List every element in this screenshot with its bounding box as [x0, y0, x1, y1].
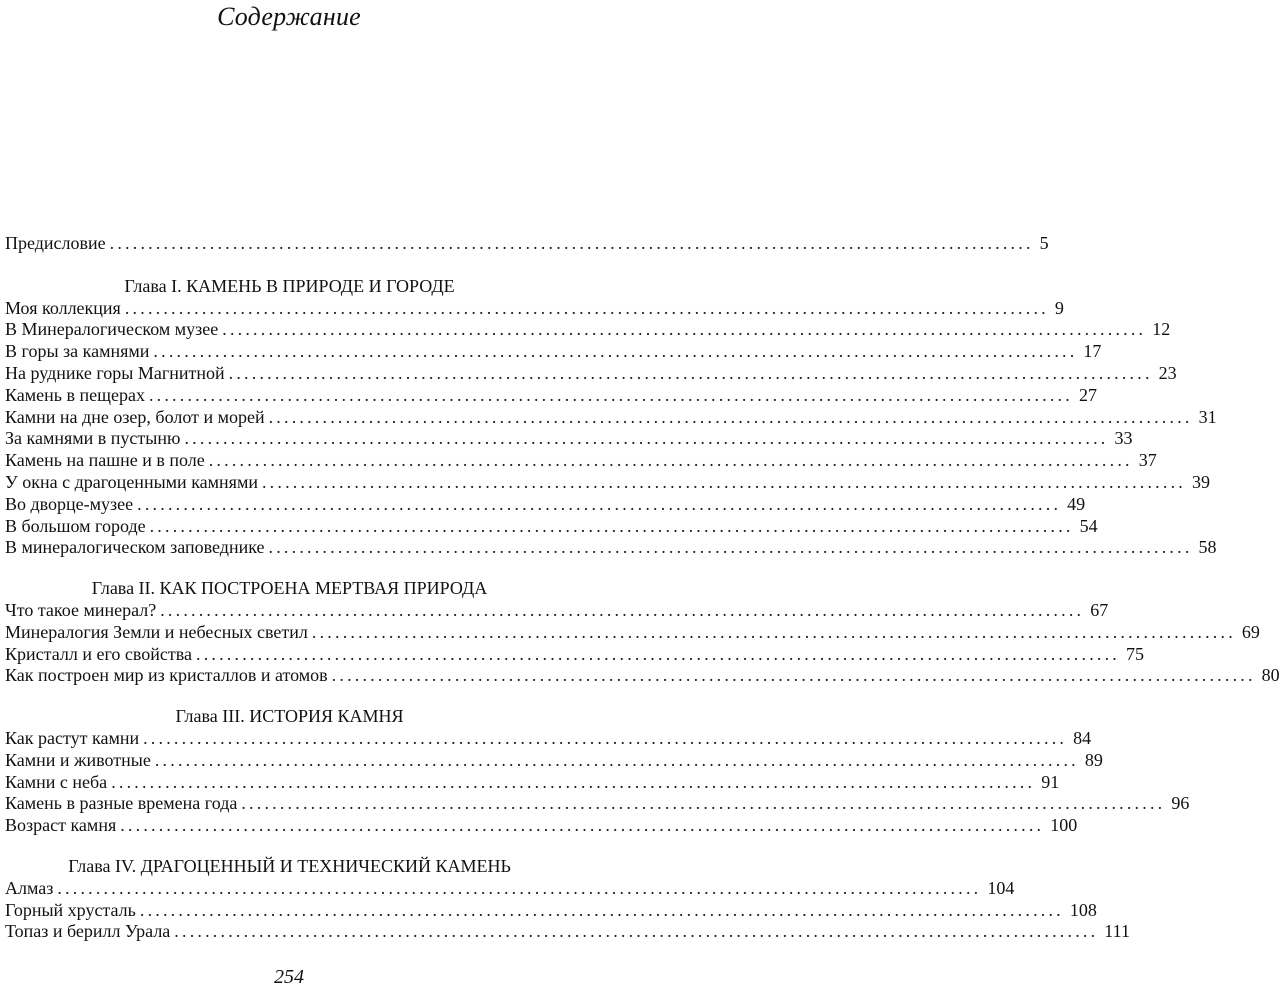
toc-entry [5, 643, 1144, 666]
toc-entry-label: За камнями в пустыню [5, 428, 181, 449]
dot-leader: ........................................................................................................................ [222, 319, 1147, 340]
toc-entry-page: 100 [1050, 815, 1078, 836]
toc-entry [5, 297, 1064, 320]
dot-leader: ........................................................................................................................ [228, 362, 1153, 383]
toc-entry-page: 96 [1171, 793, 1190, 814]
toc-entry [5, 537, 1217, 559]
dot-leader: ........................................................................................................................ [57, 877, 982, 898]
dot-leader: ........................................................................................................................ [149, 515, 1074, 536]
dot-leader: ........................................................................................................................ [148, 384, 1073, 405]
section-spacer [5, 687, 574, 706]
toc-entry-page: 91 [1041, 771, 1060, 792]
dot-leader: ........................................................................................................................ [124, 297, 1049, 318]
section-spacer [5, 559, 574, 578]
dot-leader: ........................................................................................................................ [120, 815, 1045, 836]
dot-leader: ........................................................................................................................ [137, 493, 1062, 514]
dot-leader: ........................................................................................................................ [139, 899, 1064, 920]
toc-entry-label: Камень в разные времена года [5, 793, 238, 814]
toc-entry [5, 899, 1097, 922]
toc-entry-label: У окна с драгоценными камнями [5, 471, 258, 492]
chapter-heading: Глава I. КАМЕНЬ В ПРИРОДЕ И ГОРОДЕ [124, 275, 455, 296]
dot-leader: ........................................................................................................................ [196, 643, 1120, 664]
toc-entry-page: 58 [1198, 537, 1217, 558]
toc-entry [5, 362, 1177, 385]
chapter-heading: Глава III. ИСТОРИЯ КАМНЯ [175, 706, 404, 727]
toc-entry-page: 75 [1126, 643, 1144, 664]
toc-entry-page: 12 [1152, 319, 1171, 340]
toc-entry-page: 5 [1039, 233, 1049, 253]
toc-entry [5, 771, 1060, 794]
toc-entry-label: Кристалл и его свойства [5, 643, 192, 664]
toc-entry-page: 39 [1191, 471, 1210, 492]
toc-entry-label: На руднике горы Магнитной [5, 362, 225, 383]
toc-entry-label: Камень на пашне и в поле [5, 450, 205, 471]
toc-entry [5, 515, 1098, 538]
chapter-list [5, 255, 1280, 943]
toc-entry-page: 104 [987, 877, 1015, 898]
toc-entry-label: Камни с неба [5, 771, 108, 792]
toc-entry-label: В Минералогическом музее [5, 319, 219, 340]
section-spacer [5, 837, 574, 856]
toc-entry-label: В минералогическом заповеднике [5, 537, 265, 558]
toc-entry-label: Как растут камни [5, 727, 140, 748]
toc-entry-label: Минералогия Земли и небесных светил [5, 621, 308, 642]
toc-entry [5, 815, 1078, 837]
page-number: 254 [274, 966, 304, 988]
toc-entry-label: Горный хрусталь [5, 899, 136, 920]
toc-entry [5, 471, 1210, 494]
dot-leader: ........................................................................................................................ [268, 537, 1193, 558]
toc-entry-label: Предисловие [5, 233, 106, 253]
toc-entry [5, 921, 1130, 943]
toc-entry [5, 727, 1092, 750]
toc-entry-page: 33 [1114, 428, 1133, 449]
toc-entry [5, 793, 1190, 815]
toc-entry-label: Камень в пещерах [5, 384, 145, 405]
toc-entry-page: 9 [1054, 297, 1064, 318]
toc-entry [5, 599, 1109, 622]
page-title: Содержание [217, 2, 361, 31]
toc-entry [5, 877, 1015, 900]
toc-entry [5, 406, 1217, 429]
dot-leader: ........................................................................................................................ [241, 793, 1166, 814]
toc-entry-label: Камни и животные [5, 749, 151, 770]
dot-leader: ........................................................................................................................ [154, 749, 1079, 770]
dot-leader: ........................................................................................................................ [184, 428, 1109, 449]
section-spacer [5, 255, 574, 276]
toc-entry-label: Камни на дне озер, болот и морей [5, 406, 265, 427]
dot-leader: ........................................................................................................................ [111, 771, 1036, 792]
dot-leader: ........................................................................................................................ [268, 406, 1193, 427]
toc-entry [5, 450, 1157, 472]
toc-entry-page: 54 [1079, 515, 1098, 536]
toc-entry-page: 84 [1073, 727, 1092, 748]
toc-entry-label: Как построен мир из кристаллов и атомов [5, 665, 328, 686]
toc-entry [5, 749, 1103, 772]
toc-entry-page: 31 [1198, 406, 1217, 427]
toc-entry-label: Во дворце-музее [5, 493, 134, 514]
toc-entry-page: 69 [1241, 621, 1260, 642]
dot-leader: ........................................................................................................................ [311, 621, 1236, 642]
dot-leader: ........................................................................................................................ [208, 450, 1133, 471]
toc-entry [5, 319, 1171, 341]
toc-entry [5, 428, 1133, 450]
toc-entry-label: Возраст камня [5, 815, 117, 836]
chapter-heading: Глава IV. ДРАГОЦЕННЫЙ И ТЕХНИЧЕСКИЙ КАМЕНЬ [68, 855, 511, 876]
toc-entry-label: В горы за камнями [5, 341, 150, 362]
dot-leader: ........................................................................................................................ [153, 341, 1078, 362]
toc-entry-label: Алмаз [5, 877, 54, 898]
dot-leader: ........................................................................................................................ [331, 665, 1256, 686]
toc-entry [5, 384, 1097, 407]
dot-leader: ........................................................................................................................ [109, 233, 1034, 253]
toc-entry-page: 49 [1067, 493, 1086, 514]
toc-entry-page: 108 [1069, 899, 1097, 920]
toc-entry [5, 665, 1280, 687]
toc-entry [5, 493, 1086, 516]
dot-leader: ........................................................................................................................ [174, 921, 1099, 942]
toc-entry-page: 37 [1138, 450, 1157, 471]
table-of-contents [5, 233, 1280, 943]
toc-entry-label: Моя коллекция [5, 297, 121, 318]
toc-entry-page: 89 [1084, 749, 1103, 770]
chapter-heading: Глава II. КАК ПОСТРОЕНА МЕРТВАЯ ПРИРОДА [91, 578, 488, 599]
dot-leader: ........................................................................................................................ [143, 727, 1068, 748]
toc-entry-page: 80 [1261, 665, 1280, 686]
toc-entry-label: В большом городе [5, 515, 146, 536]
toc-entry [5, 621, 1260, 644]
toc-entry-label: Топаз и берилл Урала [5, 921, 171, 942]
dot-leader: ........................................................................................................................ [261, 471, 1186, 492]
toc-entry-label: Что такое минерал? [5, 599, 157, 620]
toc-entry [5, 341, 1102, 363]
toc-entry-page: 67 [1090, 599, 1109, 620]
toc-entry-page: 111 [1104, 921, 1130, 942]
toc-entry-preface [5, 233, 1049, 255]
toc-entry-page: 27 [1078, 384, 1097, 405]
toc-entry-page: 23 [1158, 362, 1177, 383]
dot-leader: ........................................................................................................................ [160, 599, 1085, 620]
toc-entry-page: 17 [1083, 341, 1102, 362]
